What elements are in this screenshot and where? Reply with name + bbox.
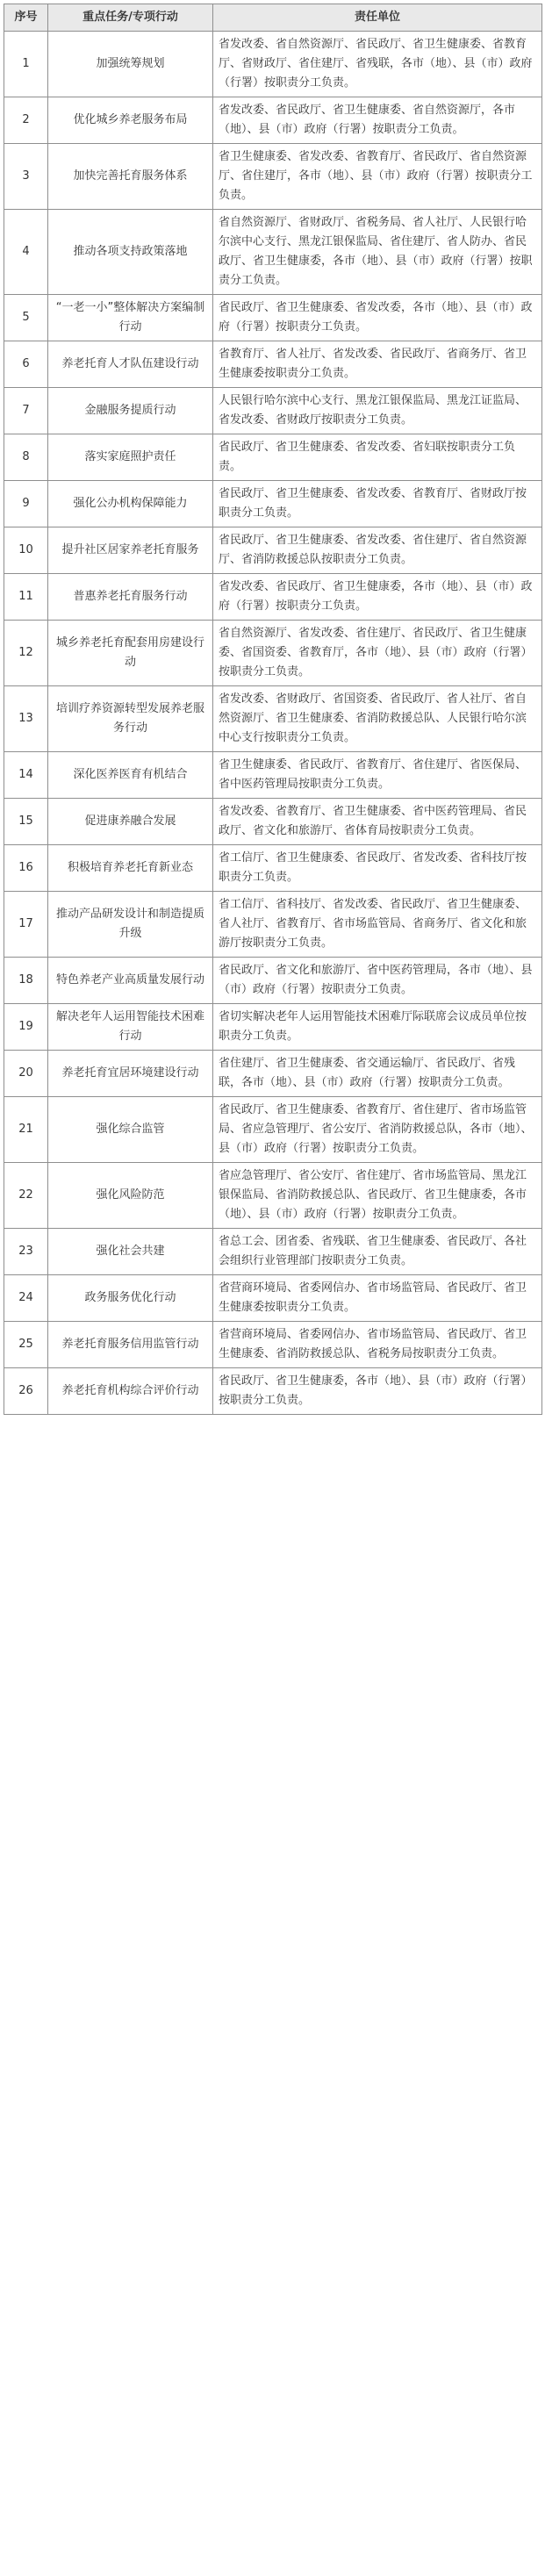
row-index: 5 <box>4 295 48 341</box>
table-row <box>4 1368 542 1415</box>
row-index: 21 <box>4 1097 48 1163</box>
responsibility-table <box>4 4 542 1415</box>
table-row <box>4 752 542 799</box>
table-row <box>4 144 542 210</box>
table-row <box>4 527 542 574</box>
row-unit: 省发改委、省自然资源厅、省民政厅、省卫生健康委、省教育厅、省财政厅、省住建厅、省残联，各市（地）、县（市）政府（行署）按职责分工负责。 <box>213 32 542 97</box>
table-row <box>4 621 542 686</box>
row-index: 17 <box>4 892 48 958</box>
row-task: 强化社会共建 <box>48 1229 213 1275</box>
row-index: 22 <box>4 1163 48 1229</box>
table-row <box>4 686 542 752</box>
header-unit: 责任单位 <box>213 4 542 32</box>
row-index: 14 <box>4 752 48 799</box>
row-task: 推动各项支持政策落地 <box>48 210 213 295</box>
row-task: 强化综合监管 <box>48 1097 213 1163</box>
row-unit: 省卫生健康委、省发改委、省教育厅、省民政厅、省自然资源厅、省住建厅，各市（地）、县（市）政府（行署）按职责分工负责。 <box>213 144 542 210</box>
row-task: 落实家庭照护责任 <box>48 434 213 481</box>
row-index: 8 <box>4 434 48 481</box>
row-unit: 省自然资源厅、省财政厅、省税务局、省人社厅、人民银行哈尔滨中心支行、黑龙江银保监局、省住建厅、省人防办、省民政厅、省卫生健康委，各市（地）、县（市）政府（行署）按职责分工负责。 <box>213 210 542 295</box>
table-row <box>4 481 542 527</box>
row-index: 3 <box>4 144 48 210</box>
header-task: 重点任务/专项行动 <box>48 4 213 32</box>
row-task: 促进康养融合发展 <box>48 799 213 845</box>
row-unit: 省营商环境局、省委网信办、省市场监管局、省民政厅、省卫生健康委按职责分工负责。 <box>213 1275 542 1322</box>
row-unit: 省发改委、省教育厅、省卫生健康委、省中医药管理局、省民政厅、省文化和旅游厅、省体育局按职责分工负责。 <box>213 799 542 845</box>
row-index: 1 <box>4 32 48 97</box>
row-unit: 省民政厅、省卫生健康委、省发改委、省教育厅、省财政厅按职责分工负责。 <box>213 481 542 527</box>
row-task: 养老托育机构综合评价行动 <box>48 1368 213 1415</box>
row-unit: 省发改委、省民政厅、省卫生健康委，各市（地）、县（市）政府（行署）按职责分工负责。 <box>213 574 542 621</box>
table-row <box>4 295 542 341</box>
table-row <box>4 1163 542 1229</box>
row-index: 9 <box>4 481 48 527</box>
table-row <box>4 434 542 481</box>
row-unit: 省民政厅、省卫生健康委、省教育厅、省住建厅、省市场监管局、省应急管理厅、省公安厅、省消防救援总队，各市（地）、县（市）政府（行署）按职责分工负责。 <box>213 1097 542 1163</box>
table-row <box>4 97 542 144</box>
row-unit: 省营商环境局、省委网信办、省市场监管局、省民政厅、省卫生健康委、省消防救援总队、省税务局按职责分工负责。 <box>213 1322 542 1368</box>
row-task: 普惠养老托育服务行动 <box>48 574 213 621</box>
row-unit: 省切实解决老年人运用智能技术困难厅际联席会议成员单位按职责分工负责。 <box>213 1004 542 1051</box>
row-index: 26 <box>4 1368 48 1415</box>
table-row <box>4 892 542 958</box>
table-row <box>4 1051 542 1097</box>
row-unit: 省教育厅、省人社厅、省发改委、省民政厅、省商务厅、省卫生健康委按职责分工负责。 <box>213 341 542 388</box>
table-row <box>4 1004 542 1051</box>
row-index: 4 <box>4 210 48 295</box>
row-task: 积极培育养老托育新业态 <box>48 845 213 892</box>
header-index: 序号 <box>4 4 48 32</box>
row-task: 加强统筹规划 <box>48 32 213 97</box>
row-task: 培训疗养资源转型发展养老服务行动 <box>48 686 213 752</box>
row-unit: 省民政厅、省卫生健康委、省发改委、省住建厅、省自然资源厅、省消防救援总队按职责分工负责。 <box>213 527 542 574</box>
row-index: 10 <box>4 527 48 574</box>
row-index: 15 <box>4 799 48 845</box>
row-unit: 省工信厅、省卫生健康委、省民政厅、省发改委、省科技厅按职责分工负责。 <box>213 845 542 892</box>
row-index: 7 <box>4 388 48 434</box>
row-task: 推动产品研发设计和制造提质升级 <box>48 892 213 958</box>
table-row <box>4 1275 542 1322</box>
row-index: 11 <box>4 574 48 621</box>
row-unit: 省卫生健康委、省民政厅、省教育厅、省住建厅、省医保局、省中医药管理局按职责分工负责。 <box>213 752 542 799</box>
row-index: 23 <box>4 1229 48 1275</box>
row-task: 政务服务优化行动 <box>48 1275 213 1322</box>
row-unit: 省民政厅、省卫生健康委、省发改委、省妇联按职责分工负责。 <box>213 434 542 481</box>
row-unit: 省民政厅、省文化和旅游厅、省中医药管理局，各市（地）、县（市）政府（行署）按职责分工负责。 <box>213 958 542 1004</box>
row-index: 18 <box>4 958 48 1004</box>
row-task: 养老托育人才队伍建设行动 <box>48 341 213 388</box>
table-row <box>4 388 542 434</box>
row-unit: 省工信厅、省科技厅、省发改委、省民政厅、省卫生健康委、省人社厅、省教育厅、省市场监管局、省商务厅、省文化和旅游厅按职责分工负责。 <box>213 892 542 958</box>
row-unit: 省应急管理厅、省公安厅、省住建厅、省市场监管局、黑龙江银保监局、省消防救援总队、省民政厅、省卫生健康委，各市（地）、县（市）政府（行署）按职责分工负责。 <box>213 1163 542 1229</box>
row-task: 优化城乡养老服务布局 <box>48 97 213 144</box>
table-row <box>4 958 542 1004</box>
row-unit: 省民政厅、省卫生健康委、省发改委，各市（地）、县（市）政府（行署）按职责分工负责。 <box>213 295 542 341</box>
row-task: 强化风险防范 <box>48 1163 213 1229</box>
row-unit: 省民政厅、省卫生健康委，各市（地）、县（市）政府（行署）按职责分工负责。 <box>213 1368 542 1415</box>
row-unit: 省自然资源厅、省发改委、省住建厅、省民政厅、省卫生健康委、省国资委、省教育厅，各市（地）、县（市）政府（行署）按职责分工负责。 <box>213 621 542 686</box>
row-index: 20 <box>4 1051 48 1097</box>
row-unit: 省总工会、团省委、省残联、省卫生健康委、省民政厅、各社会组织行业管理部门按职责分工负责。 <box>213 1229 542 1275</box>
row-index: 16 <box>4 845 48 892</box>
table-row <box>4 1322 542 1368</box>
row-task: 城乡养老托育配套用房建设行动 <box>48 621 213 686</box>
row-task: 解决老年人运用智能技术困难行动 <box>48 1004 213 1051</box>
table-row <box>4 1097 542 1163</box>
row-index: 2 <box>4 97 48 144</box>
table-row <box>4 845 542 892</box>
table-row <box>4 1229 542 1275</box>
row-unit: 人民银行哈尔滨中心支行、黑龙江银保监局、黑龙江证监局、省发改委、省财政厅按职责分工负责。 <box>213 388 542 434</box>
row-task: “一老一小”整体解决方案编制行动 <box>48 295 213 341</box>
row-index: 25 <box>4 1322 48 1368</box>
table-body <box>4 32 542 1415</box>
table-row <box>4 341 542 388</box>
row-unit: 省发改委、省财政厅、省国资委、省民政厅、省人社厅、省自然资源厅、省卫生健康委、省消防救援总队、人民银行哈尔滨中心支行按职责分工负责。 <box>213 686 542 752</box>
row-index: 19 <box>4 1004 48 1051</box>
row-task: 加快完善托育服务体系 <box>48 144 213 210</box>
row-task: 强化公办机构保障能力 <box>48 481 213 527</box>
table-row <box>4 32 542 97</box>
table-row <box>4 799 542 845</box>
row-index: 6 <box>4 341 48 388</box>
row-index: 12 <box>4 621 48 686</box>
row-unit: 省住建厅、省卫生健康委、省交通运输厅、省民政厅、省残联，各市（地）、县（市）政府（行署）按职责分工负责。 <box>213 1051 542 1097</box>
table-header-row <box>4 4 542 32</box>
row-task: 养老托育服务信用监管行动 <box>48 1322 213 1368</box>
row-task: 深化医养医育有机结合 <box>48 752 213 799</box>
table-row <box>4 210 542 295</box>
row-index: 24 <box>4 1275 48 1322</box>
row-task: 特色养老产业高质量发展行动 <box>48 958 213 1004</box>
row-task: 养老托育宜居环境建设行动 <box>48 1051 213 1097</box>
row-task: 金融服务提质行动 <box>48 388 213 434</box>
row-unit: 省发改委、省民政厅、省卫生健康委、省自然资源厅，各市（地）、县（市）政府（行署）按职责分工负责。 <box>213 97 542 144</box>
row-task: 提升社区居家养老托育服务 <box>48 527 213 574</box>
table-row <box>4 574 542 621</box>
row-index: 13 <box>4 686 48 752</box>
